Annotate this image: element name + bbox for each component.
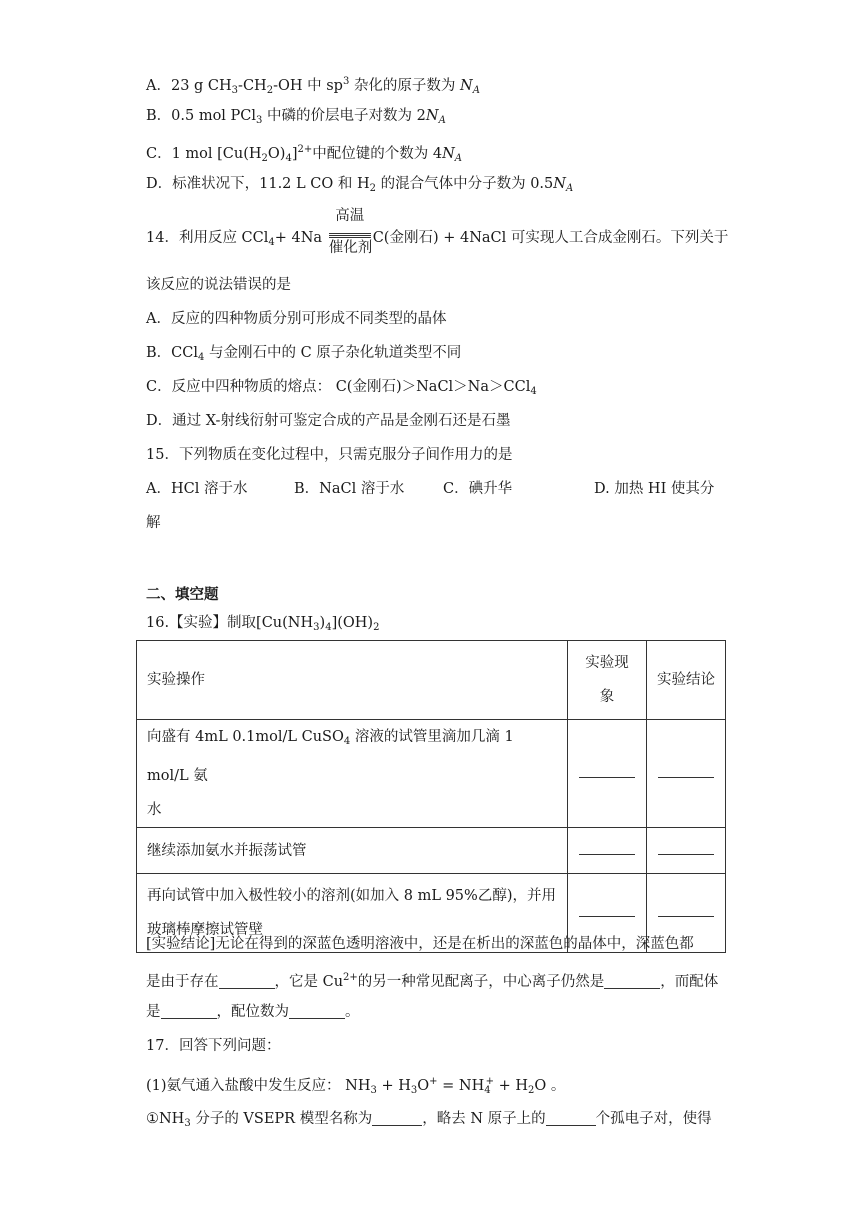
q15-option-a: A．HCl 溶于水 — [146, 481, 248, 497]
condition-bottom: 催化剂 — [328, 240, 373, 256]
phenomenon-blank[interactable] — [568, 828, 647, 874]
phenomenon-blank[interactable] — [568, 720, 647, 828]
q14-option-b: B．CCl$_4$ 与金刚石中的 C 原子杂化轨道类型不同 — [146, 345, 462, 363]
q13-option-a: A．23 g $CH_3-CH_2-OH$ 中 $sp^3$ 杂化的原子数为 $N_A$ — [146, 76, 480, 96]
table-row — [137, 828, 726, 874]
operation-cell: 向盛有 4mL 0.1mol/L CuSO$_4$ 溶液的试管里滴加几滴 1 mol/L 氨 水 — [137, 720, 568, 828]
answer-blank[interactable] — [372, 1111, 422, 1126]
operation-cell: 再向试管中加入极性较小的溶剂(如加入 8 mL 95%乙醇)，并用 玻璃棒摩擦试管壁 — [137, 874, 568, 953]
header-conclusion: 实验结论 — [647, 641, 726, 720]
answer-blank[interactable] — [161, 1004, 217, 1019]
q14-option-a: A．反应的四种物质分别可形成不同类型的晶体 — [146, 311, 447, 327]
q15-stem: 15．下列物质在变化过程中，只需克服分子间作用力的是 — [146, 447, 513, 463]
q16-conclusion-3: 是 ，配位数为 。 — [146, 1004, 360, 1020]
condition-top: 高温 — [335, 208, 365, 224]
q13-option-d: D．标准状况下，11.2 L CO 和 $H_2$ 的混合气体中分子数为 $0.5N_A$ — [146, 176, 574, 194]
experiment-table — [136, 640, 726, 953]
q14-option-c: C．反应中四种物质的熔点： C(金刚石)＞NaCl＞Na＞CCl$_4$ — [146, 379, 537, 397]
q14-stem: 14．利用反应 CCl$_4$+ 4Na 高温 催化剂 C(金刚石) + 4NaCl 可实现人工合成金刚石。下列关于 — [146, 208, 729, 256]
q15-option-c: C．碘升华 — [443, 481, 513, 497]
table-header-row — [137, 641, 726, 720]
conclusion-blank[interactable] — [647, 720, 726, 828]
operation-cell: 继续添加氨水并振荡试管 — [137, 828, 568, 874]
q17-part1: (1)氨气通入盐酸中发生反应： $NH_3 + H_3O^+ = NH_4^+ + H_2O$ 。 — [146, 1076, 566, 1096]
q14-option-d: D．通过 X-射线衍射可鉴定合成的产品是金刚石还是石墨 — [146, 413, 511, 429]
q15-option-d-cont: 解 — [146, 515, 161, 531]
reaction-condition-arrow — [328, 208, 373, 256]
header-phenomenon: 实验现 象 — [568, 641, 647, 720]
answer-blank[interactable] — [546, 1111, 596, 1126]
section-title: 二、填空题 — [146, 587, 219, 603]
q16-conclusion-2: 是由于存在 ，它是 $Cu^{2+}$的另一种常见配离子，中心离子仍然是 ，而配体 — [146, 972, 719, 990]
answer-blank[interactable] — [289, 1004, 345, 1019]
header-operation: 实验操作 — [137, 641, 568, 720]
q13-option-b: B．0.5 mol PCl$_3$ 中磷的价层电子对数为 $2N_A$ — [146, 108, 446, 126]
q15-option-d: D. 加热 HI 使其分 — [594, 481, 715, 497]
answer-blank[interactable] — [604, 974, 660, 989]
q15-option-b: B．NaCl 溶于水 — [294, 481, 405, 497]
conclusion-blank[interactable] — [647, 828, 726, 874]
q13-option-c: C．1 mol $[Cu(H_2O)_4]^{2+}$中配位键的个数为 $4N_A$ — [146, 144, 463, 164]
q17-part1-sub1: $①NH_3$ 分子的 VSEPR 模型名称为 ，略去 N 原子上的 个孤电子对，使得 — [146, 1111, 712, 1129]
answer-blank[interactable] — [219, 974, 275, 989]
q14-stem-cont: 该反应的说法错误的是 — [146, 277, 291, 293]
q16-title: 16.【实验】制取$[Cu(NH_3)_4](OH)_2$ — [146, 615, 380, 633]
q16-conclusion-1: [实验结论]无论在得到的深蓝色透明溶液中，还是在析出的深蓝色的晶体中，深蓝色都 — [146, 936, 694, 952]
q17-stem: 17．回答下列问题： — [146, 1038, 281, 1054]
table-row — [137, 720, 726, 828]
